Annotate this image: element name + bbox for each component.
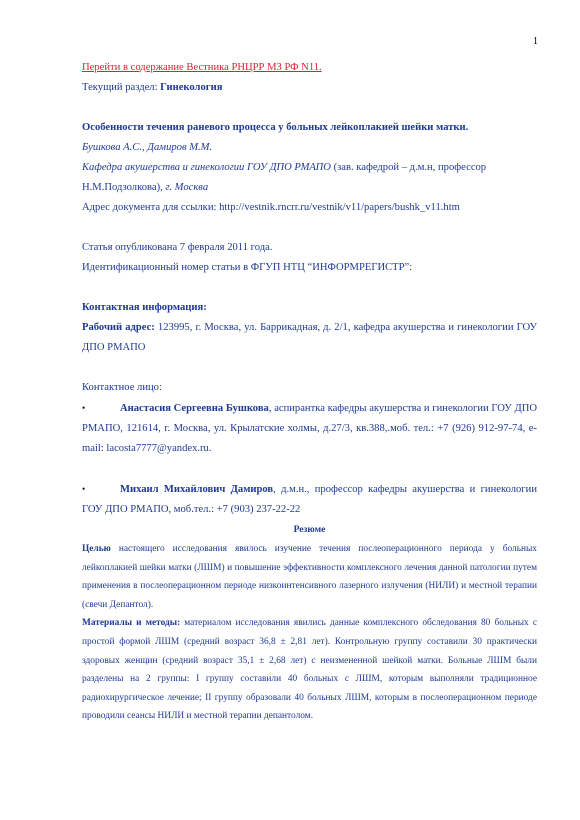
person-details: , д.м.н., профессор кафедры акушерства и гинекологии ГОУ ДПО РМАПО, моб.тел.: +7 (903) 237-22-22 (82, 484, 537, 515)
methods-label: Материалы и методы: (82, 618, 181, 629)
person-details: , аспирантка кафедры акушерства и гинекологии ГОУ ДПО РМАПО, 121614, г. Москва, ул. Крылатские холмы, д.27/3, кв.388,.моб. тел.: +7 (926) 912-97-74, e-mail: lacosta7777@yandex.ru. (82, 403, 537, 454)
work-address (82, 318, 537, 358)
affiliation-name: Кафедра акушерства и гинекологии ГОУ ДПО РМАПО (82, 162, 331, 173)
address-label: Адрес документа для ссылки: (82, 202, 220, 213)
work-address-label: Рабочий адрес: (82, 322, 155, 333)
abstract-title: Резюме (293, 524, 326, 535)
abstract-goal (82, 540, 537, 614)
contact-person-label: Контактное лицо: (82, 382, 162, 393)
bullet-icon: • (82, 484, 86, 494)
publication-date: Статья опубликована 7 февраля 2011 года. (82, 242, 273, 253)
work-address-text: 123995, г. Москва, ул. Баррикадная, д. 2/1, кафедра акушерства и гинекологии ГОУ ДПО РМАПО (82, 322, 538, 353)
contact-person-1 (82, 398, 537, 459)
document-body (82, 58, 537, 726)
document-address (82, 198, 537, 218)
article-authors: Бушкова А.С., Дамиров М.М. (82, 142, 213, 153)
article-title: Особенности течения раневого процесса у больных лейкоплакией шейки матки. (82, 122, 469, 133)
person-name: Анастасия Сергеевна Бушкова (120, 403, 269, 414)
contact-person-2 (82, 479, 537, 520)
address-url: http://vestnik.rncrr.ru/vestnik/v11/papers/bushk_v11.htm (219, 202, 460, 213)
person-name: Михаил Михайлович Дамиров (120, 484, 274, 495)
current-section (82, 78, 537, 98)
contents-link-line (82, 58, 537, 78)
contact-heading: Контактная информация: (82, 302, 207, 313)
section-name: Гинекология (160, 82, 223, 93)
affiliation-head: (зав. кафедрой – д.м.н, профессор Н.М.Подзолкова), (82, 162, 487, 193)
methods-text: материалом исследования явились данные комплексного обследования 80 больных с простой формой ЛШМ (средний возраст 36,8 ± 2,81 лет). Контрольную группу составили 30 практически здоровых женщин (средний возраст 35,1 ± 2,68 лет) с неизмененной шейкой матки. Больные ЛШМ были разделены на 2 группы: I группу составили 40 больных с ЛШМ, которым выполняли традиционное радиохирургическое лечение; II группу образовали 40 больных ЛШМ, которым в послеоперационном периоде проводили сеансы НИЛИ и местной терапии депантолом. (82, 618, 537, 722)
page-number: 1 (533, 36, 538, 47)
bullet-icon: • (82, 403, 86, 413)
goal-text: настоящего исследования явилось изучение течения послеоперационного периода у больных лейкоплакией шейки матки (ЛШМ) и повышение эффективности комплексного лечения данной патологии путем применения в послеоперационном периоде низкоинтенсивного лазерного излучения (НИЛИ) и местной терапии (свечи Депантол). (82, 544, 537, 610)
article-affiliation (82, 158, 537, 198)
goal-label: Целью (82, 544, 111, 554)
registry-id: Идентификационный номер статьи в ФГУП НТЦ “ИНФОРМРЕГИСТР”: (82, 262, 413, 273)
section-label: Текущий раздел: (82, 82, 161, 93)
abstract-methods (82, 614, 537, 726)
affiliation-city: г. Москва (165, 182, 209, 193)
journal-contents-link[interactable]: Перейти в содержание Вестника РНЦРР МЗ РФ N11. (82, 62, 322, 73)
